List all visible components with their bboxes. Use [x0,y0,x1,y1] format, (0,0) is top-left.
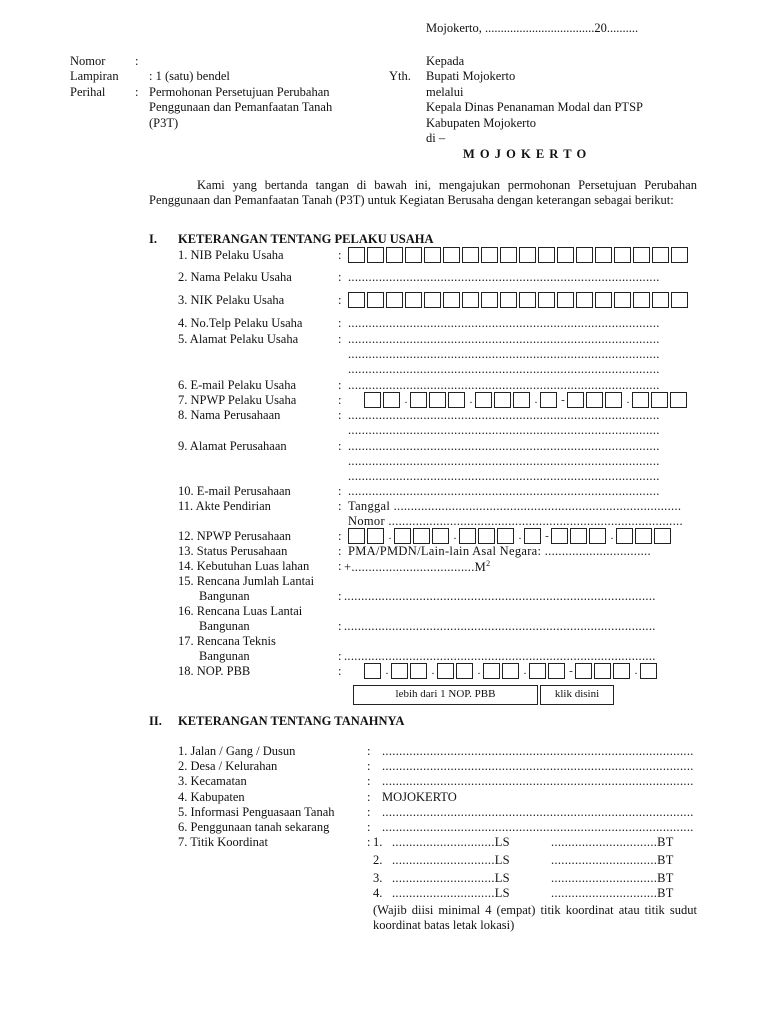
akte-nomor-field[interactable]: Nomor ...................................................................................... [348,514,683,528]
item-email-pelaku-label: 6. E-mail Pelaku Usaha [178,378,297,392]
melalui-label: melalui [426,85,464,99]
yth-label: Yth. [389,69,411,83]
char-box[interactable] [391,663,408,679]
char-box[interactable] [651,392,668,408]
char-box[interactable] [367,292,384,308]
char-box[interactable] [462,247,479,263]
item-nama-perusahaan-label: 8. Nama Perusahaan [178,408,281,422]
colon: : [338,484,342,498]
colon: : [338,544,342,558]
coord-3-bt[interactable]: ...............................BT [551,871,674,885]
char-box[interactable] [364,392,381,408]
section-1-numeral: I. [149,232,157,246]
char-box[interactable] [519,292,536,308]
nama-perusahaan-field-1[interactable]: ........................................................................................... [348,408,660,422]
char-box[interactable] [640,663,657,679]
char-box[interactable] [576,292,593,308]
item-kabupaten-label: 4. Kabupaten [178,790,245,804]
di-label: di – [426,131,446,145]
colon: : [338,248,342,262]
npwp-perusahaan-boxes[interactable]: . . . - . [348,528,673,544]
char-box[interactable] [671,292,688,308]
char-box[interactable] [348,528,365,544]
char-box[interactable] [459,528,476,544]
nib-boxes[interactable] [348,247,690,263]
item-email-perusahaan-label: 10. E-mail Perusahaan [178,484,291,498]
luas-lahan-text: +....................................M [344,560,487,575]
recipient-kabupaten: Kabupaten Mojokerto [426,116,537,130]
char-box[interactable] [383,392,400,408]
section-2-numeral: II. [149,714,162,728]
nop-pbb-boxes[interactable]: . . . . - . [364,663,659,679]
colon: : [338,589,342,603]
item-rencana-teknis-label: 17. Rencana Teknis [178,634,276,648]
item-penguasaan-label: 5. Informasi Penguasaan Tanah [178,805,335,819]
char-box[interactable] [551,528,568,544]
penggunaan-field[interactable]: ........................................................................................... [382,820,694,834]
item-jumlah-lantai-label: 15. Rencana Jumlah Lantai [178,574,315,588]
intro-paragraph: Kami yang bertanda tangan di bawah ini, mengajukan permohonan Persetujuan Perubahan Penggunaan dan Pemanfaatan Tanah (P3T) untuk Kegiatan Berusaha dengan keterangan sebagai berikut: [149,178,697,207]
char-box[interactable] [652,292,669,308]
char-box[interactable] [424,247,441,263]
perihal-line-3: (P3T) [149,116,179,130]
char-box[interactable] [502,663,519,679]
char-box[interactable] [497,528,514,544]
char-box[interactable] [524,528,541,544]
char-box[interactable] [475,392,492,408]
coord-4-num: 4. [373,886,383,900]
item-nik-label: 3. NIK Pelaku Usaha [178,293,285,307]
colon: : [367,774,371,788]
perihal-line-1: Permohonan Persetujuan Perubahan [149,85,330,99]
char-box[interactable] [670,392,687,408]
colon: : [338,649,342,663]
kecamatan-field[interactable]: ........................................................................................... [382,774,694,788]
char-box[interactable] [456,663,473,679]
coord-1-num: 1. [373,835,383,849]
char-box[interactable] [367,528,384,544]
char-box[interactable] [654,528,671,544]
city-name: M O J O K E R T O [463,147,588,161]
char-box[interactable] [513,392,530,408]
char-box[interactable] [633,292,650,308]
coord-4-bt[interactable]: ...............................BT [551,886,674,900]
item-luas-lantai-label-2: Bangunan [199,619,250,633]
colon: : [367,759,371,773]
colon: : [338,619,342,633]
coord-2-ls[interactable]: ..............................LS [392,853,510,867]
item-status-label: 13. Status Perusahaan [178,544,288,558]
nomor-label: Nomor [70,54,106,68]
char-box[interactable] [595,247,612,263]
char-box[interactable] [437,663,454,679]
jumlah-lantai-field[interactable]: ........................................................................................... [344,589,656,603]
recipient-bupati: Bupati Mojokerto [426,69,516,83]
colon: : [367,820,371,834]
rencana-teknis-field[interactable]: ........................................................................................... [344,649,656,663]
char-box[interactable] [500,292,517,308]
item-kecamatan-label: 3. Kecamatan [178,774,247,788]
colon: : [338,378,342,392]
char-box[interactable] [594,663,611,679]
colon: : [367,744,371,758]
char-box[interactable] [478,528,495,544]
recipient-kepala-dinas: Kepala Dinas Penanaman Modal dan PTSP [426,100,643,114]
char-box[interactable] [443,247,460,263]
akte-tanggal-field[interactable]: Tanggal .................................................................................... [348,499,682,513]
more-nop-button[interactable]: lebih dari 1 NOP. PBB [353,685,538,705]
nik-boxes[interactable] [348,292,690,308]
char-box[interactable] [576,247,593,263]
penguasaan-field[interactable]: ........................................................................................... [382,805,694,819]
char-box[interactable] [424,292,441,308]
item-telp-label: 4. No.Telp Pelaku Usaha [178,316,303,330]
char-box[interactable] [557,247,574,263]
char-box[interactable] [575,663,592,679]
char-box[interactable] [616,528,633,544]
char-box[interactable] [386,247,403,263]
char-box[interactable] [519,247,536,263]
item-alamat-perusahaan-label: 9. Alamat Perusahaan [178,439,287,453]
char-box[interactable] [386,292,403,308]
item-luas-label: 14. Kebutuhan Luas lahan [178,559,310,573]
item-npwp-pelaku-label: 7. NPWP Pelaku Usaha [178,393,297,407]
jalan-field[interactable]: ........................................................................................... [382,744,694,758]
nomor-colon: : [135,54,139,68]
colon: : [367,835,371,849]
alamat-pelaku-field-1[interactable]: ........................................................................................... [348,332,660,346]
perihal-colon: : [135,85,139,99]
item-akte-label: 11. Akte Pendirian [178,499,271,513]
char-box[interactable] [410,392,427,408]
kepada-label: Kepada [426,54,465,68]
char-box[interactable] [481,247,498,263]
char-box[interactable] [586,392,603,408]
colon: : [338,529,342,543]
char-box[interactable] [567,392,584,408]
colon: : [338,559,342,573]
email-perusahaan-field[interactable]: ........................................................................................... [348,484,660,498]
coord-2-num: 2. [373,853,383,867]
colon: : [338,393,342,407]
coord-2-bt[interactable]: ...............................BT [551,853,674,867]
char-box[interactable] [632,392,649,408]
colon: : [367,805,371,819]
char-box[interactable] [557,292,574,308]
alamat-perusahaan-field-1[interactable]: ........................................................................................... [348,439,660,453]
char-box[interactable] [405,292,422,308]
section-1-title: KETERANGAN TENTANG PELAKU USAHA [178,232,434,246]
char-box[interactable] [367,247,384,263]
colon: : [338,499,342,513]
alamat-perusahaan-field-2[interactable]: ........................................................................................... [348,454,660,468]
char-box[interactable] [613,663,630,679]
char-box[interactable] [633,247,650,263]
item-rencana-teknis-label-2: Bangunan [199,649,250,663]
colon: : [338,439,342,453]
item-luas-lantai-label: 16. Rencana Luas Lantai [178,604,303,618]
char-box[interactable] [348,292,365,308]
char-box[interactable] [529,663,546,679]
char-box[interactable] [538,247,555,263]
item-desa-label: 2. Desa / Kelurahan [178,759,278,773]
item-alamat-pelaku-label: 5. Alamat Pelaku Usaha [178,332,299,346]
char-box[interactable] [589,528,606,544]
colon: : [367,790,371,804]
coordinate-note: (Wajib diisi minimal 4 (empat) titik koordinat atau titik sudut koordinat batas letak lokasi) [373,903,697,932]
lampiran-value: : 1 (satu) bendel [149,69,230,83]
nama-perusahaan-field-2[interactable]: ........................................................................................... [348,423,660,437]
colon: : [338,270,342,284]
desa-field[interactable]: ........................................................................................... [382,759,694,773]
item-nop-label: 18. NOP. PBB [178,664,251,678]
npwp-pelaku-boxes[interactable]: . . . - . [364,392,689,408]
item-jumlah-lantai-label-2: Bangunan [199,589,250,603]
perihal-line-2: Penggunaan dan Pemanfaatan Tanah [149,100,333,114]
colon: : [338,293,342,307]
char-box[interactable] [483,663,500,679]
char-box[interactable] [538,292,555,308]
char-box[interactable] [410,663,427,679]
char-box[interactable] [635,528,652,544]
date-line: Mojokerto, ...................................20.......... [426,21,639,35]
coord-1-ls[interactable]: ..............................LS [392,835,510,849]
char-box[interactable] [500,247,517,263]
char-box[interactable] [494,392,511,408]
colon: : [338,408,342,422]
char-box[interactable] [614,247,631,263]
char-box[interactable] [614,292,631,308]
char-box[interactable] [652,247,669,263]
coord-4-ls[interactable]: ..............................LS [392,886,510,900]
item-jalan-label: 1. Jalan / Gang / Dusun [178,744,296,758]
item-nama-pelaku-label: 2. Nama Pelaku Usaha [178,270,292,284]
char-box[interactable] [443,292,460,308]
char-box[interactable] [595,292,612,308]
colon: : [338,316,342,330]
alamat-perusahaan-field-3[interactable]: ........................................................................................... [348,469,660,483]
coord-1-bt[interactable]: ...............................BT [551,835,674,849]
char-box[interactable] [540,392,557,408]
char-box[interactable] [394,528,411,544]
char-box[interactable] [671,247,688,263]
coord-3-num: 3. [373,871,383,885]
kabupaten-value: MOJOKERTO [382,790,457,804]
colon: : [338,664,342,678]
luas-lahan-sup: 2 [486,559,491,568]
alamat-pelaku-field-2[interactable]: ........................................................................................... [348,347,660,361]
colon: : [338,332,342,346]
luas-lantai-field[interactable]: ........................................................................................... [344,619,656,633]
nama-pelaku-field[interactable]: ........................................................................................... [348,270,660,284]
click-here-button[interactable]: klik disini [540,685,614,705]
char-box[interactable] [462,292,479,308]
telp-field[interactable]: ........................................................................................... [348,316,660,330]
char-box[interactable] [432,528,449,544]
char-box[interactable] [364,663,381,679]
char-box[interactable] [348,247,365,263]
char-box[interactable] [481,292,498,308]
char-box[interactable] [405,247,422,263]
luas-lahan-field[interactable] [344,559,490,575]
char-box[interactable] [413,528,430,544]
item-penggunaan-label: 6. Penggunaan tanah sekarang [178,820,330,834]
section-2-title: KETERANGAN TENTANG TANAHNYA [178,714,405,728]
char-box[interactable] [605,392,622,408]
perihal-label: Perihal [70,85,106,99]
char-box[interactable] [448,392,465,408]
char-box[interactable] [570,528,587,544]
item-koordinat-label: 7. Titik Koordinat [178,835,268,849]
status-field[interactable]: PMA/PMDN/Lain-lain Asal Negara: ............................... [348,544,651,558]
char-box[interactable] [548,663,565,679]
coord-3-ls[interactable]: ..............................LS [392,871,510,885]
email-pelaku-field[interactable]: ........................................................................................... [348,378,660,392]
lampiran-label: Lampiran [70,69,119,83]
alamat-pelaku-field-3[interactable]: ........................................................................................... [348,362,660,376]
item-npwp-perusahaan-label: 12. NPWP Perusahaan [178,529,292,543]
char-box[interactable] [429,392,446,408]
item-nib-label: 1. NIB Pelaku Usaha [178,248,284,262]
